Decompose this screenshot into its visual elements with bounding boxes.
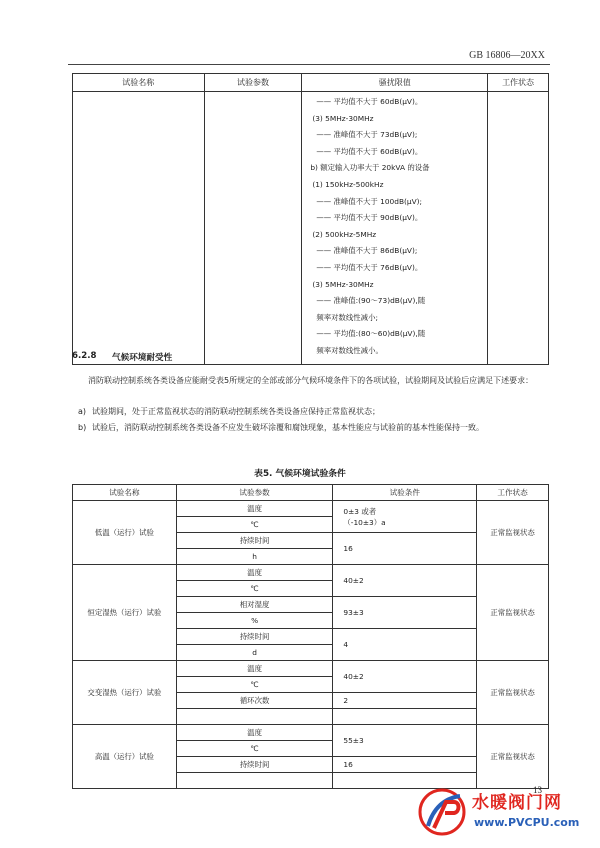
limit-line: 频率对数线性减小。 bbox=[316, 345, 383, 355]
limit-line: (1) 150kHz-500kHz bbox=[312, 179, 384, 189]
header-rule bbox=[68, 64, 550, 65]
condition-cell bbox=[333, 597, 477, 629]
test-name-cell: 交变湿热（运行）试验 bbox=[73, 661, 177, 725]
table-caption: 表5. 气候环境试验条件 bbox=[254, 469, 346, 479]
limit-line: —— 准峰值:(90～73)dB(μV),随 bbox=[316, 296, 426, 306]
list-item-mark: a) bbox=[78, 407, 87, 416]
limit-line: 频率对数线性减小; bbox=[316, 312, 378, 322]
table-cell-empty bbox=[73, 92, 205, 365]
section-intro: 消防联动控制系统各类设备应能耐受表5所规定的全部或部分气候环境条件下的各项试验，试验期间及试验后应满足下述要求： bbox=[88, 376, 534, 385]
work-state-cell: 正常监视状态 bbox=[477, 725, 549, 789]
watermark-url: www.PVCPU.com bbox=[474, 816, 580, 829]
param-unit-cell: h bbox=[176, 549, 333, 565]
table-header-row bbox=[73, 74, 549, 92]
list-item-mark: b) bbox=[78, 423, 87, 432]
param-unit-cell: ℃ bbox=[176, 677, 333, 693]
watermark-title: 水暖阀门网 bbox=[472, 793, 562, 813]
param-unit-cell: ℃ bbox=[176, 517, 333, 533]
param-label-cell: 持续时间 bbox=[176, 629, 333, 645]
test-name-cell: 低温（运行）试验 bbox=[73, 501, 177, 565]
page-number: 13 bbox=[533, 785, 542, 795]
param-label-cell: 温度 bbox=[176, 501, 333, 517]
climate-conditions-table bbox=[72, 484, 549, 789]
condition-value: 40±2 bbox=[343, 672, 364, 681]
param-unit-cell: ℃ bbox=[176, 581, 333, 597]
condition-cell bbox=[333, 661, 477, 693]
table-row bbox=[73, 92, 549, 365]
condition-cell bbox=[333, 533, 477, 565]
test-name-cell: 高温（运行）试验 bbox=[73, 725, 177, 789]
col-header-test-conditions: 试验条件 bbox=[333, 485, 477, 501]
limit-line: (2) 500kHz-5MHz bbox=[312, 229, 377, 239]
limit-line: (3) 5MHz-30MHz bbox=[312, 279, 374, 289]
section-number: 6.2.8 bbox=[72, 351, 97, 361]
col-header-test-name: 试验名称 bbox=[73, 485, 177, 501]
param-unit-cell bbox=[176, 709, 333, 725]
col-header-test-params: 试验参数 bbox=[204, 74, 302, 92]
table-row bbox=[73, 501, 549, 517]
condition-value: 0±3 或者 bbox=[343, 506, 377, 516]
param-label-cell: 温度 bbox=[176, 661, 333, 677]
limit-line: (3) 5MHz-30MHz bbox=[312, 113, 374, 123]
col-header-work-state: 工作状态 bbox=[488, 74, 549, 92]
condition-cell bbox=[333, 757, 477, 773]
param-label-cell: 持续时间 bbox=[176, 533, 333, 549]
condition-value: 93±3 bbox=[343, 608, 364, 617]
condition-value: 55±3 bbox=[343, 736, 364, 745]
param-unit-cell: % bbox=[176, 613, 333, 629]
condition-cell bbox=[333, 629, 477, 661]
limit-line: —— 平均值不大于 60dB(μV)。 bbox=[316, 146, 423, 156]
test-name-cell: 恒定湿热（运行）试验 bbox=[73, 565, 177, 661]
param-label-cell: 循环次数 bbox=[176, 693, 333, 709]
param-label-cell: 温度 bbox=[176, 565, 333, 581]
condition-value: （-10±3）a bbox=[343, 517, 386, 527]
table-header-row bbox=[73, 485, 549, 501]
work-state-cell: 正常监视状态 bbox=[477, 501, 549, 565]
section-title: 气候环境耐受性 bbox=[112, 353, 173, 363]
table-cell-empty bbox=[204, 92, 302, 365]
limit-line: —— 平均值不大于 76dB(μV)。 bbox=[316, 262, 423, 272]
table-cell-empty bbox=[333, 709, 477, 725]
param-unit-cell: d bbox=[176, 645, 333, 661]
work-state-cell: 正常监视状态 bbox=[477, 565, 549, 661]
limit-line: —— 准峰值不大于 73dB(μV); bbox=[316, 130, 418, 140]
condition-value: 16 bbox=[343, 760, 353, 769]
table-cell-empty bbox=[488, 92, 549, 365]
limit-line: —— 平均值不大于 60dB(μV)。 bbox=[316, 97, 423, 106]
limit-line: —— 准峰值不大于 86dB(μV); bbox=[316, 246, 418, 256]
table-row bbox=[73, 661, 549, 677]
col-header-limits: 骚扰限值 bbox=[302, 74, 488, 92]
condition-value: 40±2 bbox=[343, 576, 364, 585]
emission-limits-table bbox=[72, 73, 549, 365]
condition-cell bbox=[333, 693, 477, 709]
condition-value: 4 bbox=[343, 640, 349, 649]
param-unit-cell bbox=[176, 773, 333, 789]
col-header-test-params: 试验参数 bbox=[176, 485, 333, 501]
limits-cell bbox=[302, 92, 488, 365]
list-item: 试验后，消防联动控制系统各类设备不应发生破坏涂覆和腐蚀现象，基本性能应与试验前的基本性能保持一致。 bbox=[92, 423, 484, 432]
col-header-work-state: 工作状态 bbox=[477, 485, 549, 501]
condition-cell bbox=[333, 501, 477, 533]
param-unit-cell: ℃ bbox=[176, 741, 333, 757]
param-label-cell: 持续时间 bbox=[176, 757, 333, 773]
table-row bbox=[73, 725, 549, 741]
work-state-cell: 正常监视状态 bbox=[477, 661, 549, 725]
list-item: 试验期间，处于正常监视状态的消防联动控制系统各类设备应保持正常监视状态； bbox=[92, 407, 380, 416]
condition-cell bbox=[333, 565, 477, 597]
limit-line: —— 平均值不大于 90dB(μV)。 bbox=[316, 213, 423, 223]
col-header-test-name: 试验名称 bbox=[73, 74, 205, 92]
param-label-cell: 相对湿度 bbox=[176, 597, 333, 613]
limit-line: —— 准峰值不大于 100dB(μV); bbox=[316, 196, 423, 206]
table-row bbox=[73, 565, 549, 581]
standard-code: GB 16806—20XX bbox=[469, 50, 545, 61]
site-watermark bbox=[416, 782, 592, 842]
limit-line: b) 额定输入功率大于 20kVA 的设备 bbox=[310, 163, 430, 173]
condition-value: 2 bbox=[343, 696, 349, 705]
limit-line: —— 平均值:(80～60)dB(μV),随 bbox=[316, 329, 426, 339]
condition-cell bbox=[333, 725, 477, 757]
param-label-cell: 温度 bbox=[176, 725, 333, 741]
condition-value: 16 bbox=[343, 544, 353, 553]
site-logo-icon bbox=[416, 786, 468, 838]
